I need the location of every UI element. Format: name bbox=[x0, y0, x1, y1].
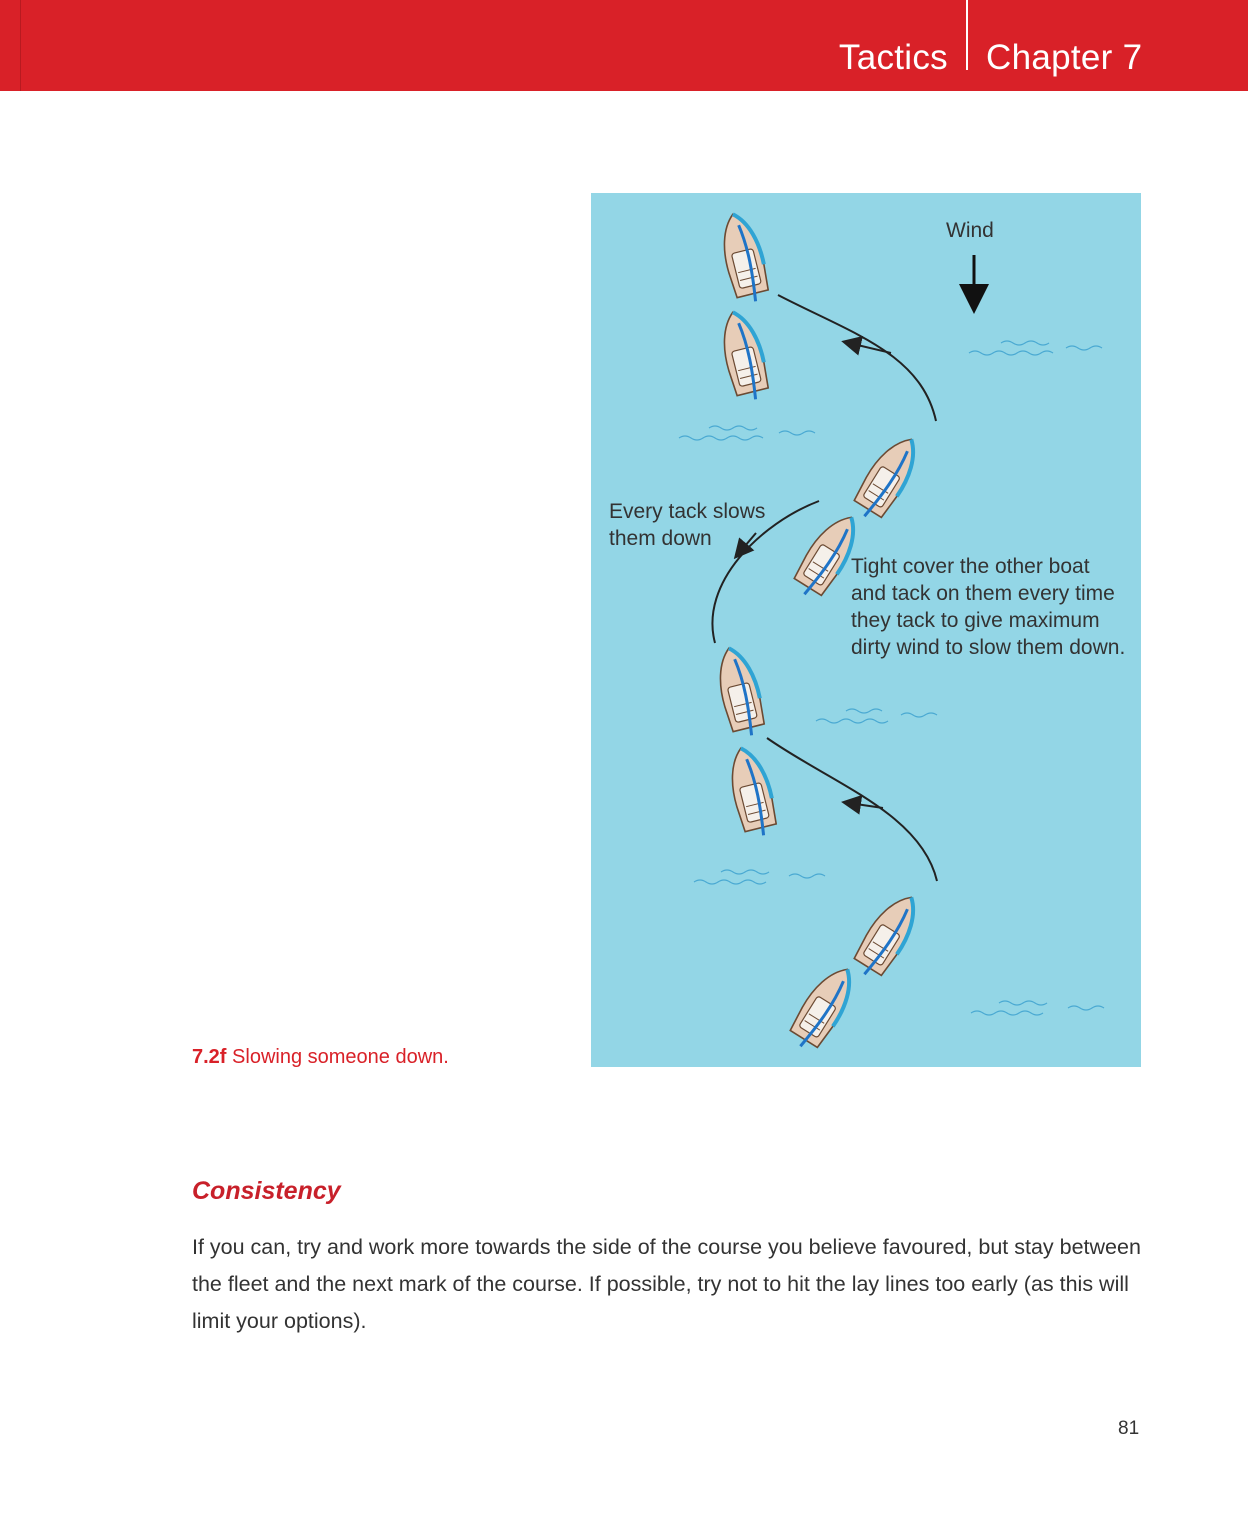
tactics-diagram bbox=[591, 193, 1141, 1067]
section-body: If you can, try and work more towards the side of the course you believe favoured, but stay between the fleet and the next mark of the course. If possible, try not to hit the lay lines too early (as this will limit your options). bbox=[192, 1235, 1141, 1333]
tack-label bbox=[609, 498, 765, 552]
header-edge-line bbox=[20, 0, 21, 91]
cover-label bbox=[851, 553, 1125, 661]
caption-number: 7.2f bbox=[192, 1046, 227, 1068]
figure-caption bbox=[192, 1046, 449, 1069]
tack-label-line-2: them down bbox=[609, 527, 712, 550]
wind-label: Wind bbox=[946, 219, 994, 242]
page-number: 81 bbox=[1118, 1418, 1140, 1439]
tack-label-line-1: Every tack slows bbox=[609, 500, 766, 523]
header-chapter-title: Chapter 7 bbox=[986, 38, 1143, 77]
section-heading: Consistency bbox=[192, 1177, 341, 1205]
caption-text: Slowing someone down. bbox=[232, 1046, 449, 1068]
cover-label-line-4: dirty wind to slow them down. bbox=[851, 636, 1126, 659]
header-section-title: Tactics bbox=[838, 38, 948, 77]
header-divider bbox=[966, 0, 968, 70]
cover-label-line-3: they tack to give maximum bbox=[851, 609, 1100, 632]
cover-label-line-2: and tack on them every time bbox=[851, 582, 1115, 605]
page-header bbox=[0, 0, 1248, 91]
cover-label-line-1: Tight cover the other boat bbox=[851, 555, 1090, 578]
